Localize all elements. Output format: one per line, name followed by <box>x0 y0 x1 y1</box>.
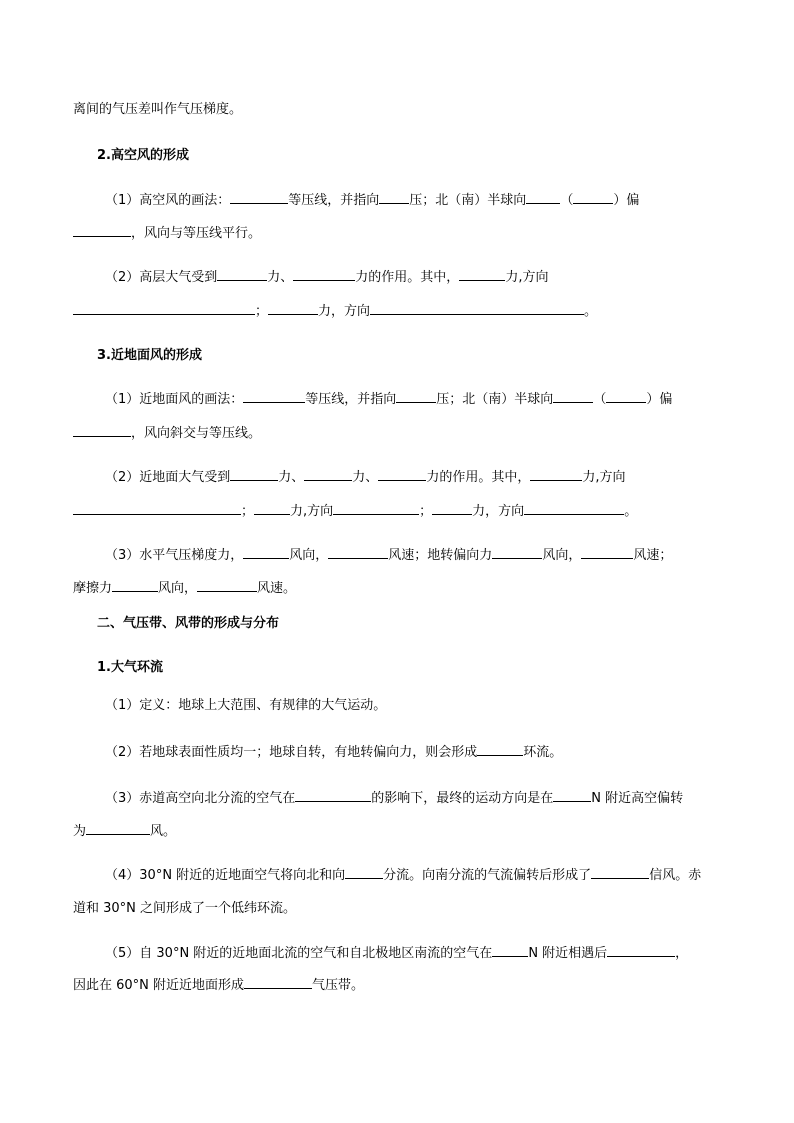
q-surface-wind-2b: ； 力,方向 ； 力，方向 。 <box>73 502 637 522</box>
q-upper-wind-2b: ； 力，方向 。 <box>73 302 597 322</box>
q-circulation-4b: 道和 30°N 之间形成了一个低纬环流。 <box>73 901 297 916</box>
q-upper-wind-2a: （2）高层大气受到 力、 力的作用。其中， 力,方向 <box>105 270 549 285</box>
intro-line: 离间的气压差叫作气压梯度。 <box>73 102 243 117</box>
q-circulation-3a: （3）赤道高空向北分流的空气在 的影响下，最终的运动方向是在 N 附近高空偏转 <box>105 791 684 806</box>
q-upper-wind-1b: ，风向与等压线平行。 <box>73 224 261 244</box>
q-surface-wind-3a: （3）水平气压梯度力， 风向， 风速；地转偏向力 风向， 风速； <box>105 548 673 563</box>
q-surface-wind-1b: ，风向斜交与等压线。 <box>73 424 261 444</box>
worksheet-page <box>73 0 723 1123</box>
section-heading-circulation: 1.大气环流 <box>97 660 163 675</box>
section-heading-surface-wind: 3.近地面风的形成 <box>97 348 202 363</box>
q-circulation-1: （1）定义：地球上大范围、有规律的大气运动。 <box>105 698 387 713</box>
q-circulation-2: （2）若地球表面性质均一；地球自转，有地转偏向力，则会形成 环流。 <box>105 745 563 760</box>
q-circulation-4a: （4）30°N 附近的近地面空气将向北和向 分流。向南分流的气流偏转后形成了 信风。赤 <box>105 868 702 883</box>
q-surface-wind-1a: （1）近地面风的画法： 等压线，并指向 压；北（南）半球向 （ ）偏 <box>105 392 673 407</box>
q-surface-wind-3b: 摩擦力 风向， 风速。 <box>73 581 297 596</box>
q-circulation-5a: （5）自 30°N 附近的近地面北流的空气和自北极地区南流的空气在 N 附近相遇后 ， <box>105 946 689 961</box>
section-heading-pressure-belts: 二、气压带、风带的形成与分布 <box>97 616 280 631</box>
section-heading-upper-wind: 2.高空风的形成 <box>97 148 189 163</box>
q-circulation-3b: 为 风。 <box>73 824 177 839</box>
q-surface-wind-2a: （2）近地面大气受到 力、 力、 力的作用。其中， 力,方向 <box>105 470 626 485</box>
q-upper-wind-1a: （1）高空风的画法： 等压线，并指向 压；北（南）半球向 （ ）偏 <box>105 193 640 208</box>
q-circulation-5b: 因此在 60°N 附近近地面形成 气压带。 <box>73 978 365 993</box>
